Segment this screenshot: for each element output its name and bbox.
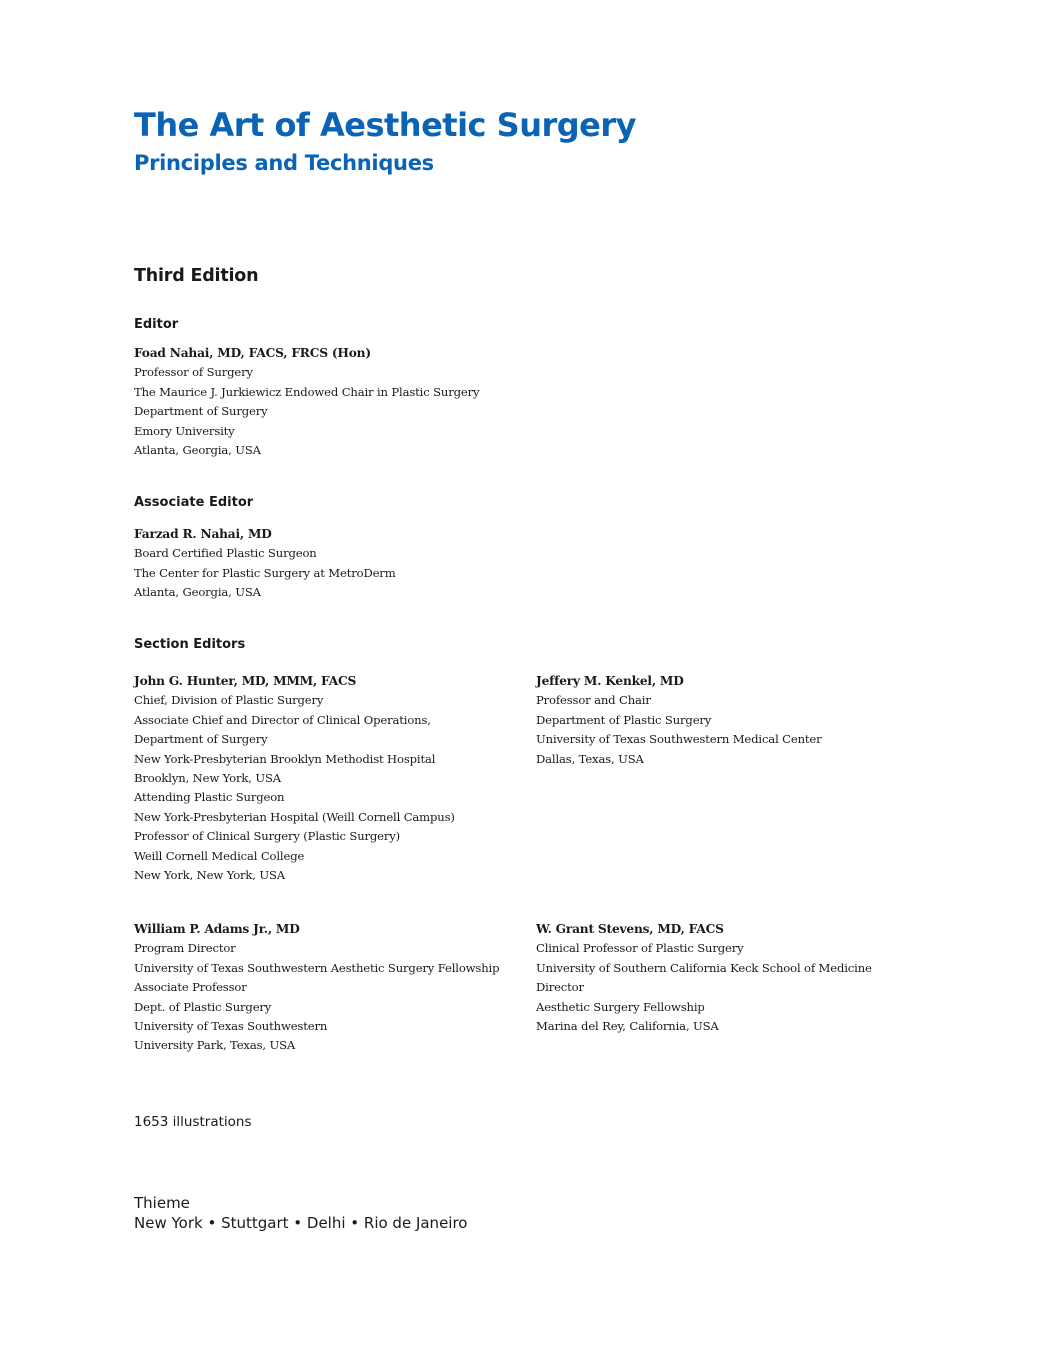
section-editor-name: William P. Adams Jr., MD: [134, 922, 300, 936]
section-editor-block: [536, 672, 926, 769]
edition-label: Third Edition: [134, 266, 259, 286]
affiliation-line: The Center for Plastic Surgery at MetroDerm: [134, 565, 396, 580]
section-editor-block: [536, 920, 926, 1036]
affiliation-line: Aesthetic Surgery Fellowship: [536, 999, 705, 1014]
affiliation-line: Professor of Clinical Surgery (Plastic Surgery): [134, 829, 401, 844]
affiliation-line: Atlanta, Georgia, USA: [134, 585, 261, 600]
publisher-name: Thieme: [134, 1194, 190, 1212]
affiliation-line: Marina del Rey, California, USA: [536, 1019, 719, 1034]
affiliation-line: Emory University: [134, 423, 235, 438]
affiliation-line: Atlanta, Georgia, USA: [134, 443, 261, 458]
affiliation-line: Brooklyn, New York, USA: [134, 771, 281, 786]
section-editors-heading: Section Editors: [134, 637, 246, 652]
affiliation-line: Board Certified Plastic Surgeon: [134, 546, 317, 561]
affiliation-line: Chief, Division of Plastic Surgery: [134, 693, 324, 708]
section-editor-name: John G. Hunter, MD, MMM, FACS: [134, 674, 357, 688]
associate-editor-name: Farzad R. Nahai, MD: [134, 527, 272, 541]
affiliation-line: Weill Cornell Medical College: [134, 848, 305, 863]
book-subtitle: Principles and Techniques: [134, 151, 434, 175]
affiliation-line: University of Southern California Keck School of Medicine: [536, 960, 872, 975]
section-editor-name: W. Grant Stevens, MD, FACS: [536, 922, 724, 936]
publisher-block: [134, 1193, 467, 1233]
affiliation-line: Director: [536, 980, 584, 995]
affiliation-line: Professor of Surgery: [134, 365, 253, 380]
affiliation-line: The Maurice J. Jurkiewicz Endowed Chair in Plastic Surgery: [134, 384, 480, 399]
affiliation-line: Associate Professor: [134, 980, 247, 995]
affiliation-line: University of Texas Southwestern Medical Center: [536, 732, 822, 747]
affiliation-line: Program Director: [134, 941, 236, 956]
affiliation-line: University of Texas Southwestern Aesthetic Surgery Fellowship: [134, 960, 500, 975]
editor-block: [134, 344, 524, 460]
affiliation-line: Associate Chief and Director of Clinical Operations,: [134, 712, 431, 727]
affiliation-line: Dallas, Texas, USA: [536, 751, 644, 766]
affiliation-line: Attending Plastic Surgeon: [134, 790, 285, 805]
affiliation-line: University Park, Texas, USA: [134, 1038, 296, 1053]
affiliation-line: New York-Presbyterian Hospital (Weill Cornell Campus): [134, 809, 455, 824]
book-title: The Art of Aesthetic Surgery: [134, 106, 637, 144]
associate-editor-block: [134, 525, 524, 603]
affiliation-line: Department of Plastic Surgery: [536, 712, 712, 727]
editor-heading: Editor: [134, 317, 179, 332]
section-editor-block: [134, 672, 524, 885]
associate-editor-heading: Associate Editor: [134, 495, 254, 510]
publisher-locations: New York • Stuttgart • Delhi • Rio de Janeiro: [134, 1214, 468, 1232]
illustrations-count: 1653 illustrations: [134, 1114, 252, 1130]
affiliation-line: Department of Surgery: [134, 404, 268, 419]
affiliation-line: Professor and Chair: [536, 693, 651, 708]
affiliation-line: Department of Surgery: [134, 732, 268, 747]
affiliation-line: New York, New York, USA: [134, 868, 285, 883]
section-editor-name: Jeffery M. Kenkel, MD: [536, 674, 684, 688]
affiliation-line: University of Texas Southwestern: [134, 1019, 328, 1034]
affiliation-line: Dept. of Plastic Surgery: [134, 999, 272, 1014]
editor-name: Foad Nahai, MD, FACS, FRCS (Hon): [134, 346, 371, 360]
affiliation-line: Clinical Professor of Plastic Surgery: [536, 941, 744, 956]
section-editor-block: [134, 920, 524, 1056]
affiliation-line: New York-Presbyterian Brooklyn Methodist Hospital: [134, 751, 436, 766]
